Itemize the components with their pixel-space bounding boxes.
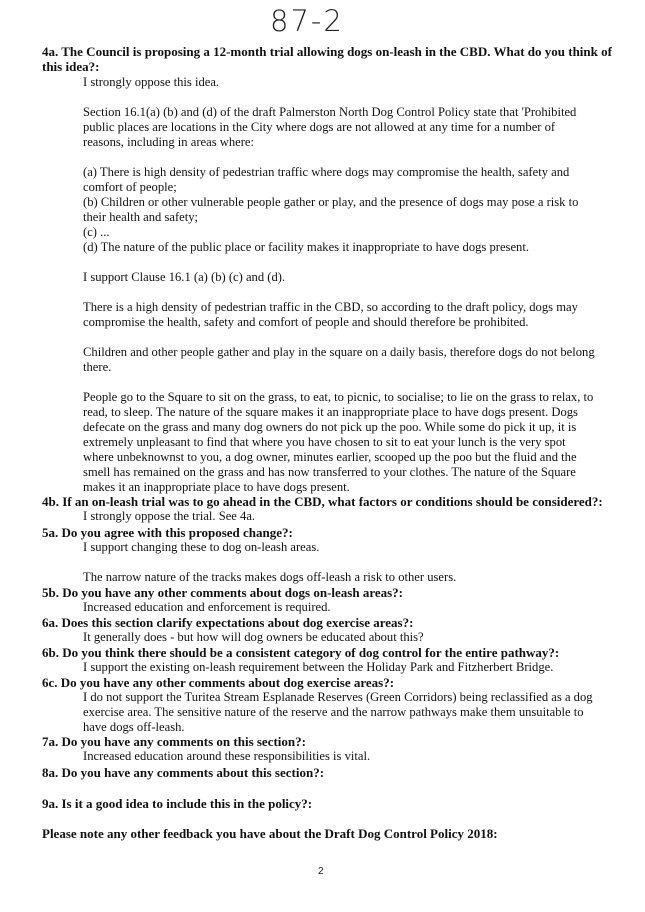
answer-5a-p2: The narrow nature of the tracks makes dogs off-leash a risk to other users. <box>83 570 457 584</box>
question-5b: 5b. Do you have any other comments about dogs on-leash areas?: <box>42 585 404 600</box>
question-4a: 4a. The Council is proposing a 12-month trial allowing dogs on-leash in the CBD. What do you think of this idea?: <box>42 44 612 74</box>
answer-4a-p1: I strongly oppose this idea. <box>83 75 220 89</box>
answer-5b: Increased education and enforcement is required. <box>83 600 331 614</box>
question-8a: 8a. Do you have any comments about this section?: <box>42 765 325 780</box>
answer-4a-item-d: (d) The nature of the public place or facility makes it inappropriate to have dogs present. <box>83 240 529 254</box>
answer-6c: I do not support the Turitea Stream Esplanade Reserves (Green Corridors) being reclassified as a dog exercise area. The sensitive nature of the reserve and the narrow pathways make them unsuitable to have dogs off-leash. <box>83 690 593 734</box>
page-number: 2 <box>318 866 324 877</box>
answer-4a-item-a: (a) There is high density of pedestrian traffic where dogs may compromise the health, safety and comfort of people; <box>83 165 570 194</box>
answer-4b: I strongly oppose the trial. See 4a. <box>83 509 256 523</box>
answer-5a <box>83 540 598 585</box>
answer-4a-item-b: (b) Children or other vulnerable people gather or play, and the presence of dogs may pose a risk to their health and safety; <box>83 195 579 224</box>
handwritten-reference-number: 87-2 <box>270 4 344 38</box>
question-7a: 7a. Do you have any comments on this section?: <box>42 734 306 749</box>
answer-4a <box>83 75 598 495</box>
answer-4a-p6: People go to the Square to sit on the grass, to eat, to picnic, to socialise; to lie on the grass to relax, to read, to sleep. The nature of the square makes it an inappropriate place to have dogs present. Dogs defecate on the grass and many dog owners do not pick up the poo. While some do pick it up, it is extremely unpleasant to find that where you have chosen to sit to eat your lunch is the very spot where unbeknownst to you, a dog owner, minutes earlier, scooped up the poo but the fluid and the smell has remained on the grass and has now transferred to your clothes. The nature of the Square makes it an inappropriate place to have dogs present. <box>83 390 594 494</box>
question-5a: 5a. Do you agree with this proposed change?: <box>42 525 293 540</box>
answer-5a-p1: I support changing these to dog on-leash areas. <box>83 540 320 554</box>
answer-6a: It generally does - but how will dog owners be educated about this? <box>83 630 424 644</box>
answer-6b: I support the existing on-leash requirement between the Holiday Park and Fitzherbert Bridge. <box>83 660 554 674</box>
question-6c: 6c. Do you have any other comments about dog exercise areas?: <box>42 675 395 690</box>
answer-4a-p5: Children and other people gather and play in the square on a daily basis, therefore dogs do not belong there. <box>83 345 595 374</box>
final-feedback-prompt: Please note any other feedback you have about the Draft Dog Control Policy 2018: <box>42 826 498 841</box>
answer-7a: Increased education around these responsibilities is vital. <box>83 749 371 763</box>
question-6a: 6a. Does this section clarify expectations about dog exercise areas?: <box>42 615 414 630</box>
question-6b: 6b. Do you think there should be a consistent category of dog control for the entire pathway?: <box>42 645 560 660</box>
answer-4a-p3: I support Clause 16.1 (a) (b) (c) and (d). <box>83 270 286 284</box>
answer-4a-p4: There is a high density of pedestrian traffic in the CBD, so according to the draft policy, dogs may compromise the health, safety and comfort of people and should therefore be prohibited. <box>83 300 578 329</box>
question-9a: 9a. Is it a good idea to include this in the policy?: <box>42 796 313 811</box>
question-4b: 4b. If an on-leash trial was to go ahead in the CBD, what factors or conditions should be considered?: <box>42 494 603 509</box>
answer-4a-item-c: (c) ... <box>83 225 110 239</box>
answer-4a-p2: Section 16.1(a) (b) and (d) of the draft Palmerston North Dog Control Policy state that 'Prohibited public places are locations in the City where dogs are not allowed at any time for a number of reasons, including in areas where: <box>83 105 577 149</box>
